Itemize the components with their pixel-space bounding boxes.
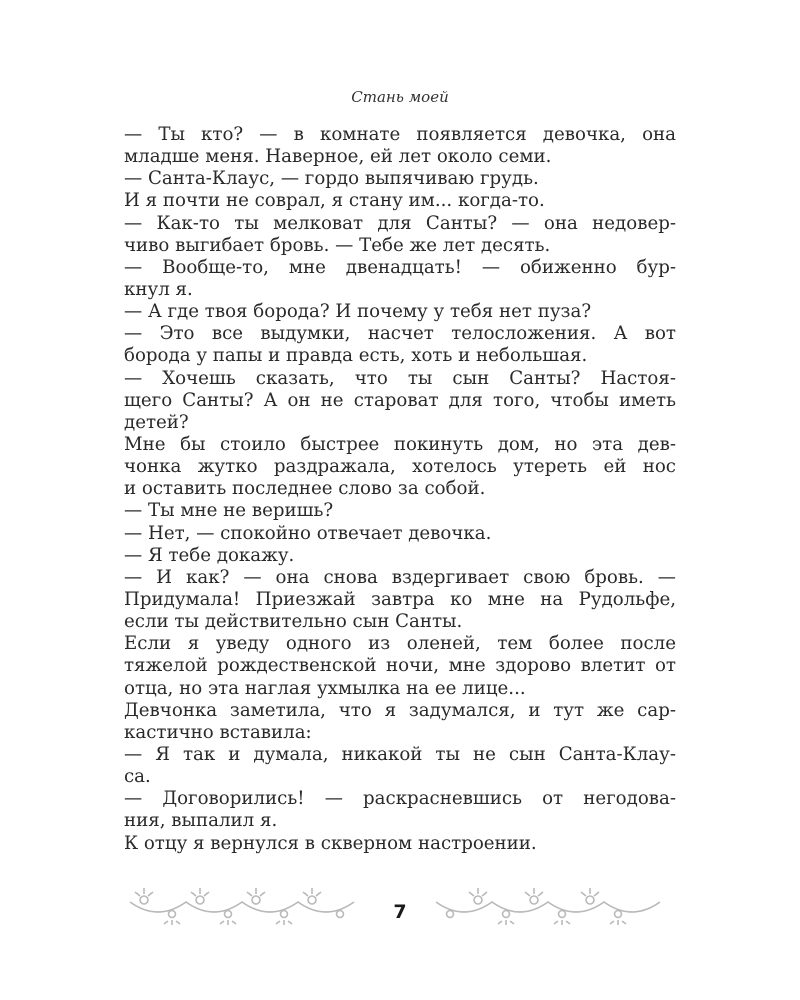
page-number: 7	[393, 901, 407, 923]
text-line: — Я тебе докажу.	[124, 544, 295, 566]
running-title: Стань моей	[351, 88, 449, 106]
text-line: Если я уведу одного из оленей, тем более после	[124, 633, 676, 655]
text-line: — Вообще-то, мне двенадцать! — обиженно бур-	[124, 256, 676, 278]
text-line: кастично вставила:	[124, 721, 312, 743]
text-line: — Санта-Клаус, — гордо выпячиваю грудь.	[124, 168, 539, 190]
text-line: и оставить последнее слово за собой.	[124, 478, 486, 500]
text-line: чонка жутко раздражала, хотелось утереть ей нос	[124, 456, 676, 478]
text-line: чиво выгибает бровь. — Тебе же лет десять.	[124, 234, 551, 256]
text-line: ния, выпалил я.	[124, 810, 278, 832]
text-line: щего Санты? А он не староват для того, чтобы иметь	[124, 389, 676, 411]
text-line: младше меня. Наверное, ей лет около семи.	[124, 146, 552, 168]
text-line: борода у папы и правда есть, хоть и небольшая.	[124, 345, 588, 367]
text-line: отца, но эта наглая ухмылка на ее лице...	[124, 677, 526, 699]
text-line: — И как? — она снова вздергивает свою бровь. —	[124, 566, 676, 588]
text-line: — Как-то ты мелковат для Санты? — она недовер-	[124, 212, 676, 234]
text-line: И я почти не соврал, я стану им... когда-то.	[124, 190, 545, 212]
text-line: — Ты кто? — в комнате появляется девочка, она	[124, 124, 676, 145]
text-line: Придумала! Приезжай завтра ко мне на Рудольфе,	[124, 588, 676, 610]
text-line: тяжелой рождественской ночи, мне здорово влетит от	[124, 655, 676, 677]
text-line: — А где твоя борода? И почему у тебя нет пуза?	[124, 301, 592, 323]
text-line: — Ты мне не веришь?	[124, 500, 334, 522]
garland-ornament-left-icon	[128, 884, 358, 938]
text-line: если ты действительно сын Санты.	[124, 611, 463, 633]
text-line: — Нет, — спокойно отвечает девочка.	[124, 522, 492, 544]
text-line: — Это все выдумки, насчет телосложения. А вот	[124, 323, 676, 345]
text-line: кнул я.	[124, 278, 193, 300]
text-line: — Хочешь сказать, что ты сын Санты? Настоя-	[124, 367, 676, 389]
text-line: Девчонка заметила, что я задумался, и тут же сар-	[124, 699, 676, 721]
text-line: Мне бы стоило быстрее покинуть дом, но эта дев-	[124, 433, 676, 455]
text-line: К отцу я вернулся в скверном настроении.	[124, 832, 537, 854]
body-text	[124, 124, 676, 855]
text-line: са.	[124, 766, 151, 788]
text-line: детей?	[124, 411, 189, 433]
text-line: — Договорились! — раскрасневшись от негодова-	[124, 788, 676, 810]
garland-ornament-right-icon	[434, 884, 664, 938]
text-line: — Я так и думала, никакой ты не сын Санта-Клау-	[124, 743, 676, 765]
